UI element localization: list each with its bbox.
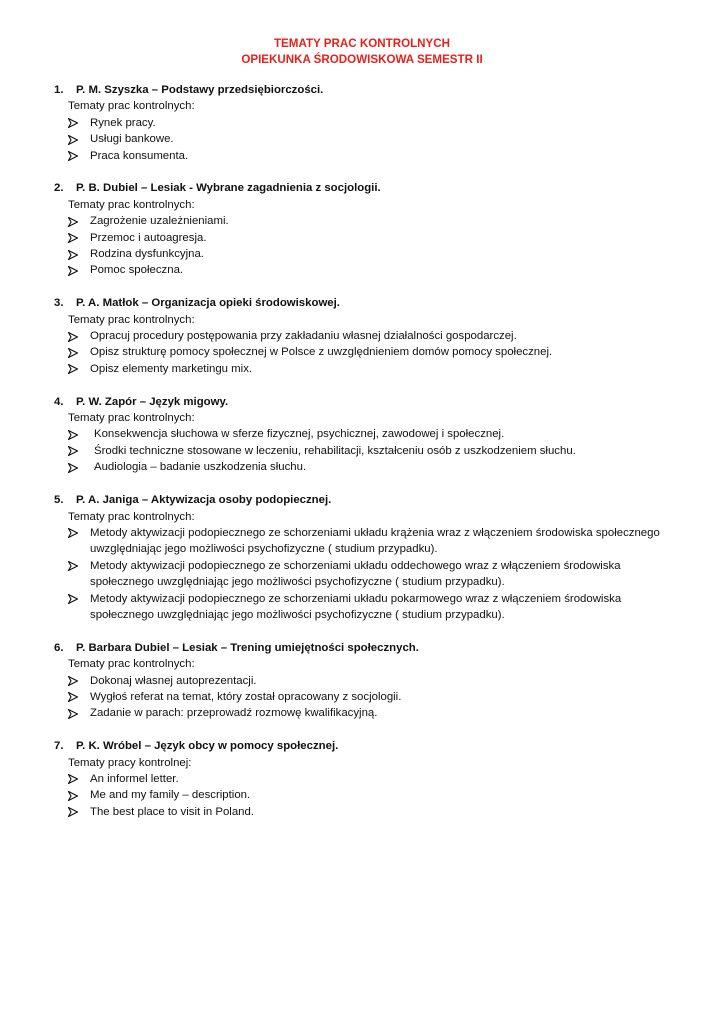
topic-text: Opisz strukturę pomocy społecznej w Polsce z uwzględnieniem domów pomocy społecznej. xyxy=(90,346,553,359)
section-title xyxy=(54,295,674,311)
arrowhead-bullet-icon xyxy=(68,443,80,459)
topic-item xyxy=(54,131,674,147)
topic-item xyxy=(54,115,674,131)
topic-text: Rodzina dysfunkcyjna. xyxy=(90,248,204,261)
topic-item xyxy=(54,591,674,624)
topic-item xyxy=(54,525,674,558)
topic-item xyxy=(54,328,674,344)
section-7 xyxy=(54,738,674,820)
topic-text: Metody aktywizacji podopiecznego ze schorzeniami układu oddechowego wraz z włączeniem środowiska społecznego uwzględniając jego możliwości psychofizyczne ( studium przypadku). xyxy=(90,559,621,589)
section-title xyxy=(54,492,674,508)
topic-list xyxy=(54,213,674,279)
section-2 xyxy=(54,180,674,278)
topic-list xyxy=(54,525,674,623)
topic-item xyxy=(54,705,674,721)
topic-text: Me and my family – description. xyxy=(90,789,251,802)
section-number: 3. xyxy=(54,297,64,310)
arrowhead-bullet-icon xyxy=(68,115,80,131)
topic-list xyxy=(54,328,674,377)
section-number: 1. xyxy=(54,84,64,96)
topic-text: Usługi bankowe. xyxy=(90,133,174,146)
topic-item xyxy=(54,689,674,705)
arrowhead-bullet-icon xyxy=(68,361,80,377)
topic-text: The best place to visit in Poland. xyxy=(90,805,254,818)
topic-text: Metody aktywizacji podopiecznego ze schorzeniami układu krążenia wraz z włączeniem środowiska społecznego uwzględniając jego możliwości psychofizyczne ( studium przypadku). xyxy=(90,526,660,556)
section-6 xyxy=(54,640,674,722)
arrowhead-bullet-icon xyxy=(68,213,80,229)
topic-text: Opracuj procedury postępowania przy zakładaniu własnej działalności gospodarczej. xyxy=(90,330,517,343)
topic-item xyxy=(54,262,674,278)
section-title xyxy=(54,180,674,196)
arrowhead-bullet-icon xyxy=(68,689,80,705)
topic-list xyxy=(54,426,674,475)
arrowhead-bullet-icon xyxy=(68,262,80,278)
topic-list xyxy=(54,115,674,164)
section-subheading: Tematy prac kontrolnych: xyxy=(68,313,195,326)
topic-item xyxy=(54,443,674,459)
arrowhead-bullet-icon xyxy=(68,771,80,787)
section-1 xyxy=(54,82,674,164)
arrowhead-bullet-icon xyxy=(68,459,80,475)
arrowhead-bullet-icon xyxy=(68,804,80,820)
topic-text: Audiologia – badanie uszkodzenia słuchu. xyxy=(94,461,307,474)
section-title xyxy=(54,738,674,754)
arrowhead-bullet-icon xyxy=(68,591,80,607)
section-subheading: Tematy pracy kontrolnej: xyxy=(68,756,192,769)
topic-text: Wygłoś referat na temat, który został opracowany z socjologii. xyxy=(90,690,402,703)
arrowhead-bullet-icon xyxy=(68,344,80,360)
section-subheading: Tematy prac kontrolnych: xyxy=(68,510,195,523)
topic-text: Opisz elementy marketingu mix. xyxy=(90,362,253,375)
section-heading: P. B. Dubiel – Lesiak - Wybrane zagadnienia z socjologii. xyxy=(76,182,381,195)
section-heading: P. K. Wróbel – Język obcy w pomocy społecznej. xyxy=(76,740,339,753)
section-number: 5. xyxy=(54,494,64,507)
section-number: 6. xyxy=(54,641,64,654)
section-subheading: Tematy prac kontrolnych: xyxy=(68,198,195,211)
topic-text: Pomoc społeczna. xyxy=(90,264,184,277)
topic-list xyxy=(54,673,674,722)
section-title xyxy=(54,640,674,656)
topics-list xyxy=(54,82,674,837)
topic-item xyxy=(54,804,674,820)
section-heading: P. A. Matłok – Organizacja opieki środowiskowej. xyxy=(76,297,340,310)
topic-text: Konsekwencja słuchowa w sferze fizycznej, psychicznej, zawodowej i społecznej. xyxy=(94,428,505,441)
section-heading: P. W. Zapór – Język migowy. xyxy=(76,395,229,408)
topic-text: Przemoc i autoagresja. xyxy=(90,231,207,244)
topic-text: Dokonaj własnej autoprezentacji. xyxy=(90,674,257,687)
section-subheading: Tematy prac kontrolnych: xyxy=(68,100,195,113)
topic-item xyxy=(54,787,674,803)
topic-item xyxy=(54,361,674,377)
topic-item xyxy=(54,426,674,442)
topic-item xyxy=(54,148,674,164)
section-number: 2. xyxy=(54,182,64,195)
topic-item xyxy=(54,771,674,787)
topic-item xyxy=(54,558,674,591)
topic-text: Rynek pracy. xyxy=(90,116,156,129)
section-heading: P. A. Janiga – Aktywizacja osoby podopiecznej. xyxy=(76,494,332,507)
section-heading: P. Barbara Dubiel – Lesiak – Trening umiejętności społecznych. xyxy=(76,641,419,654)
arrowhead-bullet-icon xyxy=(68,525,80,541)
section-number: 4. xyxy=(54,395,64,408)
section-number: 7. xyxy=(54,740,64,753)
section-5 xyxy=(54,492,674,623)
topic-text: An informel letter. xyxy=(90,772,179,785)
section-4 xyxy=(54,394,674,476)
topic-item xyxy=(54,344,674,360)
arrowhead-bullet-icon xyxy=(68,230,80,246)
topic-text: Metody aktywizacji podopiecznego ze schorzeniami układu pokarmowego wraz z włączeniem środowiska społecznego uwzględniając jego możliwości psychofizyczne ( studium przypadku). xyxy=(90,592,622,621)
arrowhead-bullet-icon xyxy=(68,246,80,262)
arrowhead-bullet-icon xyxy=(68,705,80,721)
arrowhead-bullet-icon xyxy=(68,148,80,164)
arrowhead-bullet-icon xyxy=(68,673,80,689)
header-title: TEMATY PRAC KONTROLNYCH xyxy=(273,37,451,50)
section-3 xyxy=(54,295,674,377)
arrowhead-bullet-icon xyxy=(68,787,80,803)
section-heading: P. M. Szyszka – Podstawy przedsiębiorczości. xyxy=(76,84,324,96)
topic-text: Zadanie w parach: przeprowadź rozmowę kwalifikacyjną. xyxy=(90,707,378,720)
topic-item xyxy=(54,459,674,475)
document-header xyxy=(0,36,724,68)
topic-item xyxy=(54,230,674,246)
arrowhead-bullet-icon xyxy=(68,426,80,442)
topic-list xyxy=(54,771,674,820)
topic-text: Zagrożenie uzależnieniami. xyxy=(90,215,229,228)
topic-text: Środki techniczne stosowane w leczeniu, rehabilitacji, kształceniu osób z uszkodzeniem słuchu. xyxy=(94,444,576,457)
topic-item xyxy=(54,673,674,689)
section-subheading: Tematy prac kontrolnych: xyxy=(68,658,195,671)
header-subtitle: OPIEKUNKA ŚRODOWISKOWA SEMESTR II xyxy=(241,53,483,66)
section-title xyxy=(54,394,674,410)
topic-text: Praca konsumenta. xyxy=(90,149,189,162)
arrowhead-bullet-icon xyxy=(68,558,80,574)
section-subheading: Tematy prac kontrolnych: xyxy=(68,412,195,425)
topic-item xyxy=(54,246,674,262)
section-title xyxy=(54,82,674,98)
arrowhead-bullet-icon xyxy=(68,328,80,344)
topic-item xyxy=(54,213,674,229)
arrowhead-bullet-icon xyxy=(68,131,80,147)
